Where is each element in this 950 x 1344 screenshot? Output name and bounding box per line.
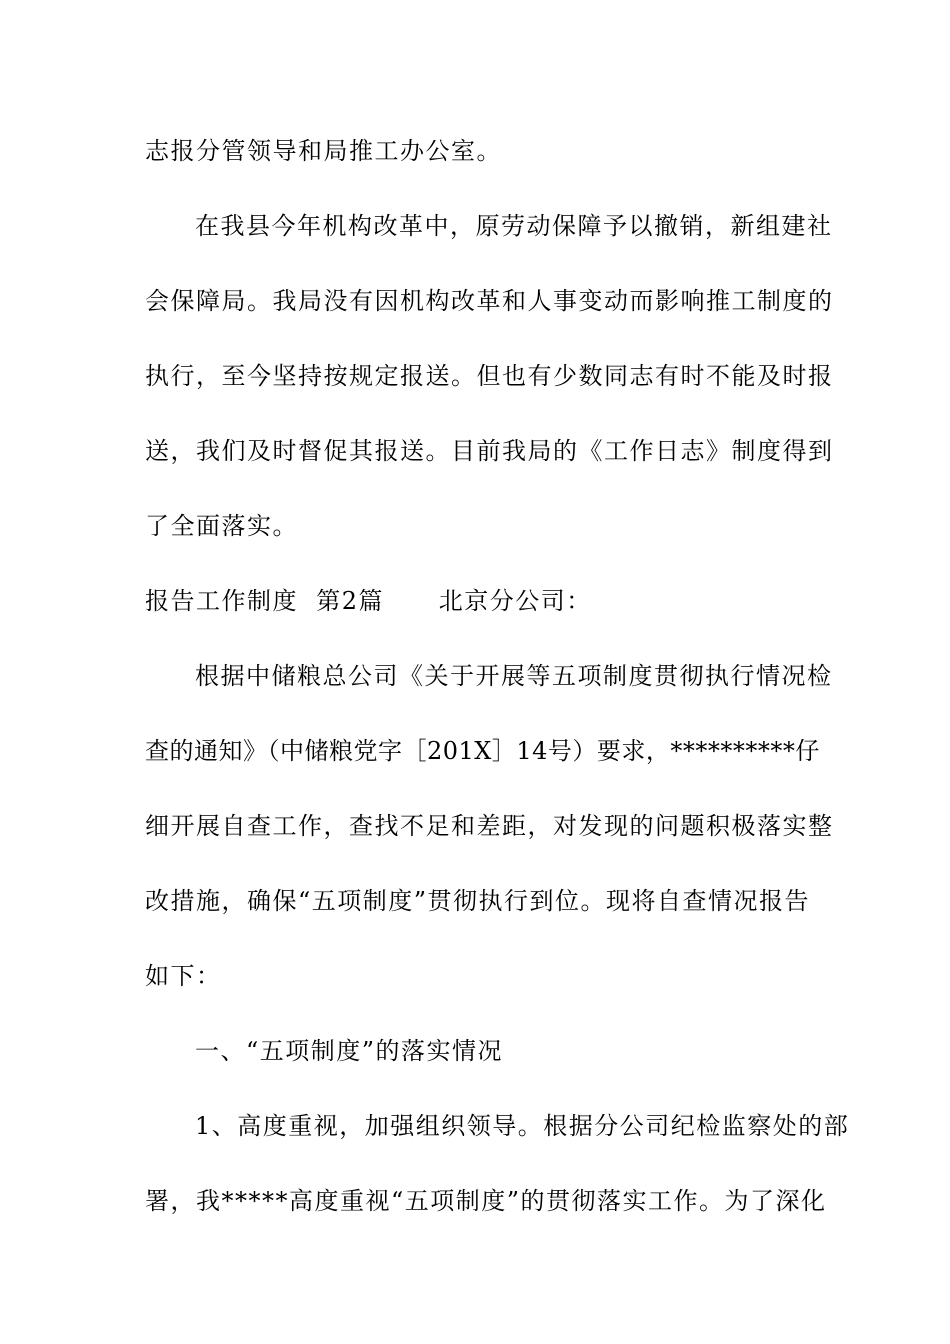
paragraph-line: 送，我们及时督促其报送。目前我局的《工作日志》制度得到: [145, 437, 834, 465]
section-heading: 报告工作制度 第2篇 北京分公司：: [145, 587, 592, 615]
paragraph-line: 会保障局。我局没有因机构改革和人事变动而影响推工制度的: [145, 287, 834, 315]
paragraph-line: 执行，至今坚持按规定报送。但也有少数同志有时不能及时报: [145, 362, 834, 390]
paragraph-line: 了全面落实。: [145, 512, 298, 540]
paragraph-line: 在我县今年机构改革中，原劳动保障予以撤销，新组建社: [195, 212, 833, 240]
paragraph-line: 改措施，确保“五项制度”贯彻执行到位。现将自查情况报告: [145, 887, 811, 915]
paragraph-line: 如下：: [145, 962, 222, 990]
paragraph-line: 1、高度重视，加强组织领导。根据分公司纪检监察处的部: [195, 1112, 850, 1140]
paragraph-line: 根据中储粮总公司《关于开展等五项制度贯彻执行情况检: [195, 662, 833, 690]
paragraph-line: 志报分管领导和局推工办公室。: [145, 137, 502, 165]
paragraph-line: 署，我*****高度重视“五项制度”的贯彻落实工作。为了深化: [145, 1187, 827, 1215]
paragraph-line: 查的通知》（中储粮党字［201X］14号）要求，**********仔: [145, 737, 820, 765]
paragraph-line: 细开展自查工作，查找不足和差距，对发现的问题积极落实整: [145, 812, 834, 840]
subsection-heading: 一、“五项制度”的落实情况: [195, 1037, 504, 1065]
